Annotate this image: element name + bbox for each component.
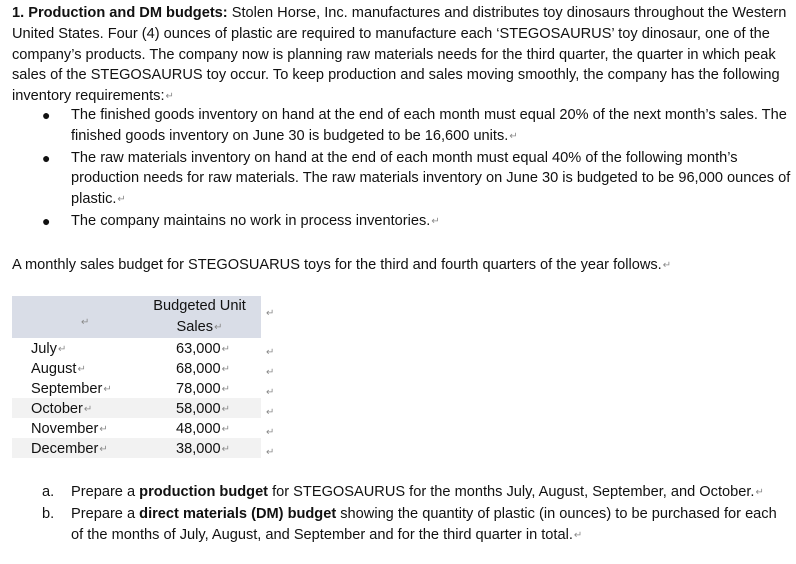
task-text: showing the quantity of plastic (in ounces) to be purchased for each of the months of July, August, and September and for the third quarter in total.	[71, 505, 777, 543]
list-item	[12, 482, 792, 504]
header-line-1: Budgeted Unit	[153, 298, 246, 314]
task-label: a.	[42, 484, 55, 500]
paragraph-mark-icon: ↵	[509, 130, 518, 142]
paragraph-mark-icon: ↵	[221, 344, 231, 355]
inventory-requirements-list	[12, 105, 792, 233]
task-emphasis: production budget	[139, 484, 269, 500]
paragraph-mark-icon: ↵	[221, 384, 231, 395]
paragraph-mark-icon: ↵	[221, 424, 231, 435]
list-item	[12, 504, 792, 547]
problem-intro-paragraph	[12, 3, 792, 108]
paragraph-mark-icon: ↵	[117, 194, 126, 206]
paragraph-mark-icon: ↵	[266, 447, 275, 458]
table-cell-units: 63,000	[176, 341, 221, 357]
task-text: Prepare a	[71, 505, 140, 522]
task-list	[12, 482, 792, 546]
paragraph-mark-icon: ↵	[266, 347, 275, 358]
paragraph-mark-icon: ↵	[221, 444, 231, 455]
table-cell-units: 78,000	[176, 381, 221, 397]
table-cell-month: October	[31, 401, 83, 417]
table-cell-units: 68,000	[176, 361, 221, 377]
paragraph-mark-icon: ↵	[99, 444, 108, 455]
paragraph-mark-icon: ↵	[266, 308, 275, 319]
list-item	[12, 211, 792, 233]
paragraph-mark-icon: ↵	[83, 404, 93, 415]
list-item	[12, 105, 792, 148]
paragraph-mark-icon: ↵	[431, 215, 440, 227]
task-text: for STEGOSAURUS for the months July, August, September, and October.	[268, 484, 755, 500]
table-cell-month: December	[31, 441, 99, 457]
paragraph-mark-icon: ↵	[266, 427, 275, 438]
bullet-icon: ●	[42, 212, 51, 229]
paragraph-mark-icon: ↵	[221, 404, 231, 415]
table-cell-month: July	[31, 341, 57, 357]
intro-text: Stolen Horse, Inc. manufactures and distributes toy dinosaurs throughout the Western United States. Four (4) ounces of plastic are required to manufacture each ‘STEGOSAURUS’ toy dinosaur, one of the company’s products. The company now is planning raw materials needs for the third quarter, the quarter in which peak sales of the STEGOSAURUS toy occur. To keep production and sales moving smoothly, the company has the following inventory requirements:	[12, 5, 787, 105]
table-cell-units: 48,000	[176, 421, 221, 437]
header-line-2: Sales	[176, 319, 214, 335]
paragraph-mark-icon: ↵	[573, 529, 583, 541]
paragraph-mark-icon: ↵	[266, 387, 275, 398]
bullet-text: The finished goods inventory on hand at the end of each month must equal 20% of the next month’s sales. The finished goods inventory on June 30 is budgeted to be 16,600 units.	[71, 107, 787, 144]
lead-in-text: A monthly sales budget for STEGOSUARUS toys for the third and fourth quarters of the year follows.	[12, 257, 662, 273]
paragraph-mark-icon: ↵	[103, 384, 112, 395]
table-cell-units: 38,000	[176, 441, 221, 457]
bullet-icon: ●	[42, 107, 51, 123]
table-cell-month: August	[31, 361, 77, 377]
bullet-icon: ●	[42, 149, 51, 166]
paragraph-mark-icon: ↵	[662, 260, 672, 271]
problem-title: 1. Production and DM budgets:	[12, 5, 228, 21]
paragraph-mark-icon: ↵	[266, 367, 275, 378]
paragraph-mark-icon: ↵	[57, 344, 67, 355]
table-cell-month: November	[31, 421, 99, 437]
paragraph-mark-icon: ↵	[221, 364, 231, 375]
list-item	[12, 148, 792, 211]
bullet-text: The company maintains no work in process inventories.	[71, 212, 431, 229]
paragraph-mark-icon: ↵	[99, 424, 108, 435]
table-column-header	[140, 296, 259, 338]
bullet-text: The raw materials inventory on hand at the end of each month must equal 40% of the following month’s production needs for raw materials. The raw materials inventory on June 30 is budgeted to be 96,000 ounces of plastic.	[71, 149, 791, 208]
paragraph-mark-icon: ↵	[81, 317, 90, 328]
task-text: Prepare a	[71, 484, 140, 500]
paragraph-mark-icon: ↵	[165, 91, 174, 103]
table-cell-units: 58,000	[176, 401, 221, 417]
paragraph-mark-icon: ↵	[755, 487, 764, 498]
sales-budget-lead-in	[12, 255, 792, 277]
paragraph-mark-icon: ↵	[266, 407, 275, 418]
task-emphasis: direct materials (DM) budget	[139, 505, 337, 522]
task-label: b.	[42, 505, 55, 522]
paragraph-mark-icon: ↵	[77, 364, 86, 375]
paragraph-mark-icon: ↵	[214, 322, 223, 333]
table-cell-month: September	[31, 381, 103, 397]
